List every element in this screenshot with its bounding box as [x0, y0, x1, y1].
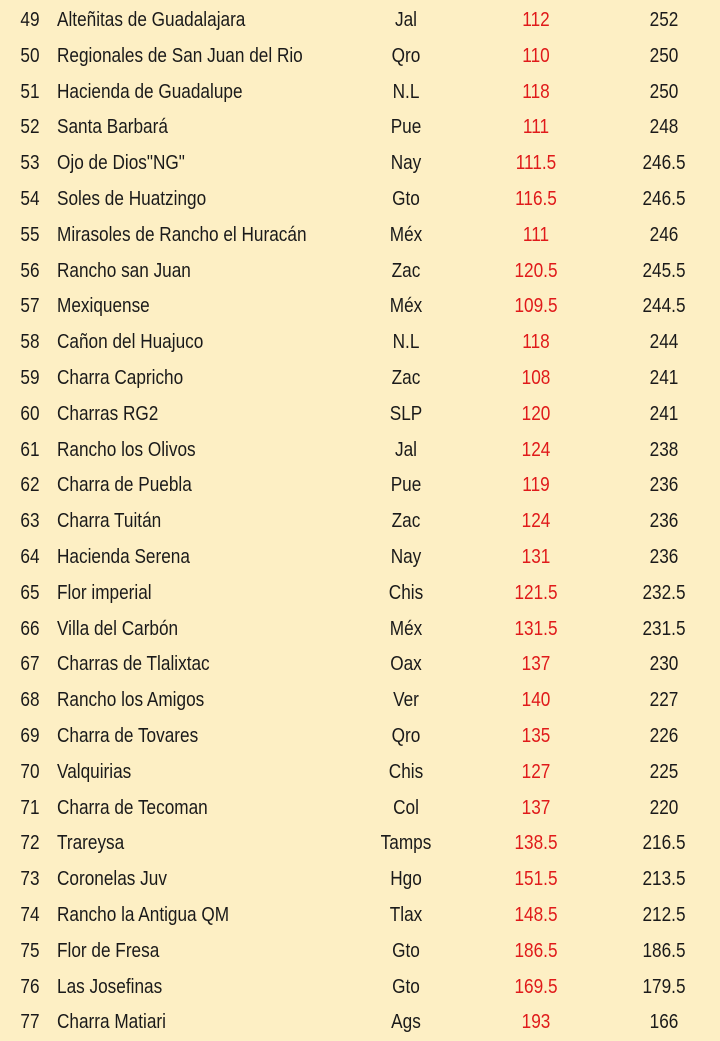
- table-row: [0, 39, 720, 75]
- table-row: [0, 146, 720, 182]
- state-code: Jal: [394, 438, 417, 461]
- penalty-score: 120: [521, 402, 551, 425]
- table-row: [0, 468, 720, 504]
- penalty-score: 137: [521, 796, 551, 819]
- total-score: 212.5: [642, 904, 686, 926]
- rank-number: 76: [20, 975, 40, 998]
- rank-number: 71: [20, 796, 40, 819]
- table-row: [0, 862, 720, 898]
- state-code: Col: [393, 796, 419, 819]
- team-name: Coronelas Juv: [57, 868, 167, 891]
- team-name: Soles de Huatzingo: [57, 188, 207, 210]
- total-score: 250: [649, 44, 679, 67]
- penalty-score: 119: [522, 474, 550, 497]
- state-code: Oax: [390, 653, 422, 676]
- penalty-score: 116.5: [515, 188, 557, 210]
- total-score: 246.5: [642, 152, 686, 175]
- state-code: Zac: [391, 510, 421, 533]
- rank-number: 68: [20, 689, 40, 712]
- penalty-score: 127: [521, 760, 551, 783]
- team-name: Las Josefinas: [57, 975, 163, 998]
- penalty-score: 110: [522, 44, 550, 67]
- penalty-score: 118: [522, 331, 550, 354]
- total-score: 236: [649, 510, 679, 533]
- state-code: N.L: [392, 331, 420, 354]
- rank-number: 59: [20, 367, 40, 389]
- team-name: Trareysa: [57, 832, 125, 855]
- total-score: 179.5: [642, 975, 686, 998]
- total-score: 236: [649, 546, 679, 568]
- rank-number: 73: [20, 868, 40, 891]
- rank-number: 56: [20, 259, 40, 282]
- total-score: 227: [649, 689, 679, 712]
- rank-number: 51: [20, 80, 40, 103]
- team-name: Cañon del Huajuco: [57, 331, 204, 354]
- table-row: [0, 504, 720, 540]
- team-name: Santa Barbará: [57, 116, 168, 139]
- rank-number: 75: [20, 939, 40, 962]
- rank-number: 74: [20, 904, 40, 926]
- rank-number: 77: [20, 1011, 40, 1034]
- rank-number: 70: [20, 760, 40, 783]
- penalty-score: 131.5: [514, 617, 558, 640]
- team-name: Mexiquense: [57, 295, 150, 318]
- table-row: [0, 540, 720, 576]
- rank-number: 50: [20, 44, 40, 67]
- table-row: [0, 289, 720, 325]
- team-name: Charra Matiari: [57, 1011, 166, 1034]
- rank-number: 52: [20, 116, 40, 139]
- team-name: Flor imperial: [57, 581, 152, 604]
- table-row: [0, 1005, 720, 1041]
- team-name: Charras RG2: [57, 402, 159, 425]
- penalty-score: 148.5: [514, 904, 558, 926]
- total-score: 186.5: [642, 939, 686, 962]
- total-score: 241: [649, 402, 679, 425]
- penalty-score: 124: [521, 438, 551, 461]
- rank-number: 62: [20, 474, 40, 497]
- table-row: [0, 75, 720, 111]
- state-code: Ver: [393, 689, 419, 712]
- total-score: 225: [649, 760, 679, 783]
- rank-number: 49: [20, 9, 40, 31]
- table-row: [0, 683, 720, 719]
- rank-number: 58: [20, 331, 40, 354]
- team-name: Rancho los Olivos: [57, 438, 196, 461]
- state-code: Méx: [389, 617, 423, 640]
- rank-number: 66: [20, 617, 40, 640]
- penalty-score: 169.5: [514, 975, 558, 998]
- penalty-score: 140: [521, 689, 551, 712]
- table-row: [0, 182, 720, 218]
- table-row: [0, 612, 720, 648]
- penalty-score: 186.5: [514, 939, 558, 962]
- total-score: 216.5: [642, 832, 686, 855]
- table-row: [0, 791, 720, 827]
- state-code: Ags: [391, 1011, 421, 1034]
- table-row: [0, 934, 720, 970]
- state-code: Zac: [391, 259, 421, 282]
- penalty-score: 112: [522, 9, 550, 31]
- rank-number: 72: [20, 832, 40, 855]
- total-score: 246.5: [642, 188, 686, 210]
- state-code: SLP: [389, 402, 423, 425]
- penalty-score: 118: [522, 80, 550, 103]
- table-row: [0, 755, 720, 791]
- total-score: 244: [649, 331, 679, 354]
- table-row: [0, 576, 720, 612]
- total-score: 252: [649, 9, 679, 31]
- team-name: Charra Tuitán: [57, 510, 162, 533]
- penalty-score: 135: [521, 725, 551, 747]
- state-code: Méx: [389, 295, 423, 318]
- total-score: 241: [649, 367, 679, 389]
- team-name: Villa del Carbón: [57, 617, 179, 640]
- table-row: [0, 3, 720, 39]
- total-score: 231.5: [642, 617, 686, 640]
- state-code: Gto: [392, 975, 420, 998]
- total-score: 230: [649, 653, 679, 676]
- rank-number: 57: [20, 295, 40, 318]
- table-row: [0, 218, 720, 254]
- total-score: 236: [649, 474, 679, 497]
- state-code: Zac: [391, 367, 421, 389]
- total-score: 246: [649, 223, 679, 246]
- table-row: [0, 898, 720, 934]
- table-row: [0, 110, 720, 146]
- penalty-score: 109.5: [514, 295, 558, 318]
- penalty-score: 138.5: [514, 832, 558, 855]
- state-code: Hgo: [390, 868, 422, 891]
- rank-number: 63: [20, 510, 40, 533]
- rank-number: 55: [20, 223, 40, 246]
- table-row: [0, 254, 720, 290]
- rank-number: 67: [20, 653, 40, 676]
- team-name: Hacienda Serena: [57, 546, 190, 568]
- table-row: [0, 361, 720, 397]
- team-name: Charra Capricho: [57, 367, 184, 389]
- rank-number: 53: [20, 152, 40, 175]
- state-code: Gto: [392, 188, 420, 210]
- penalty-score: 193: [521, 1011, 551, 1034]
- state-code: Tlax: [389, 904, 423, 926]
- penalty-score: 111.5: [515, 152, 557, 175]
- penalty-score: 111: [522, 116, 550, 139]
- total-score: 238: [649, 438, 679, 461]
- total-score: 232.5: [642, 581, 686, 604]
- penalty-score: 108: [521, 367, 551, 389]
- state-code: N.L: [392, 80, 420, 103]
- penalty-score: 124: [521, 510, 551, 533]
- state-code: Pue: [390, 116, 422, 139]
- total-score: 248: [649, 116, 679, 139]
- total-score: 226: [649, 725, 679, 747]
- penalty-score: 137: [521, 653, 551, 676]
- penalty-score: 121.5: [514, 581, 558, 604]
- table-row: [0, 647, 720, 683]
- team-name: Regionales de San Juan del Rio: [57, 44, 303, 67]
- team-name: Ojo de Dios"NG": [57, 152, 185, 175]
- state-code: Nay: [390, 546, 422, 568]
- total-score: 213.5: [642, 868, 686, 891]
- state-code: Nay: [390, 152, 422, 175]
- penalty-score: 120.5: [514, 259, 558, 282]
- total-score: 250: [649, 80, 679, 103]
- team-name: Charra de Puebla: [57, 474, 192, 497]
- state-code: Qro: [391, 725, 421, 747]
- rank-number: 61: [20, 438, 40, 461]
- team-name: Valquirias: [57, 760, 132, 783]
- table-row: [0, 970, 720, 1006]
- state-code: Pue: [390, 474, 422, 497]
- team-name: Charras de Tlalixtac: [57, 653, 210, 676]
- team-name: Rancho la Antigua QM: [57, 904, 230, 926]
- total-score: 245.5: [642, 259, 686, 282]
- team-name: Charra de Tovares: [57, 725, 199, 747]
- team-name: Rancho los Amigos: [57, 689, 205, 712]
- state-code: Qro: [391, 44, 421, 67]
- state-code: Chis: [388, 581, 424, 604]
- rank-number: 64: [20, 546, 40, 568]
- rank-number: 69: [20, 725, 40, 747]
- rank-number: 54: [20, 188, 40, 210]
- table-row: [0, 719, 720, 755]
- table-row: [0, 397, 720, 433]
- rank-number: 60: [20, 402, 40, 425]
- team-name: Mirasoles de Rancho el Huracán: [57, 223, 307, 246]
- table-row: [0, 826, 720, 862]
- state-code: Jal: [394, 9, 417, 31]
- table-row: [0, 433, 720, 469]
- team-name: Alteñitas de Guadalajara: [57, 9, 246, 31]
- total-score: 220: [649, 796, 679, 819]
- penalty-score: 151.5: [514, 868, 558, 891]
- table-row: [0, 325, 720, 361]
- team-name: Charra de Tecoman: [57, 796, 208, 819]
- penalty-score: 131: [521, 546, 551, 568]
- state-code: Chis: [388, 760, 424, 783]
- total-score: 166: [649, 1011, 679, 1034]
- team-name: Hacienda de Guadalupe: [57, 80, 243, 103]
- state-code: Méx: [389, 223, 423, 246]
- state-code: Tamps: [380, 832, 432, 855]
- state-code: Gto: [392, 939, 420, 962]
- penalty-score: 111: [522, 223, 550, 246]
- team-name: Flor de Fresa: [57, 939, 160, 962]
- team-name: Rancho san Juan: [57, 259, 191, 282]
- total-score: 244.5: [642, 295, 686, 318]
- rank-number: 65: [20, 581, 40, 604]
